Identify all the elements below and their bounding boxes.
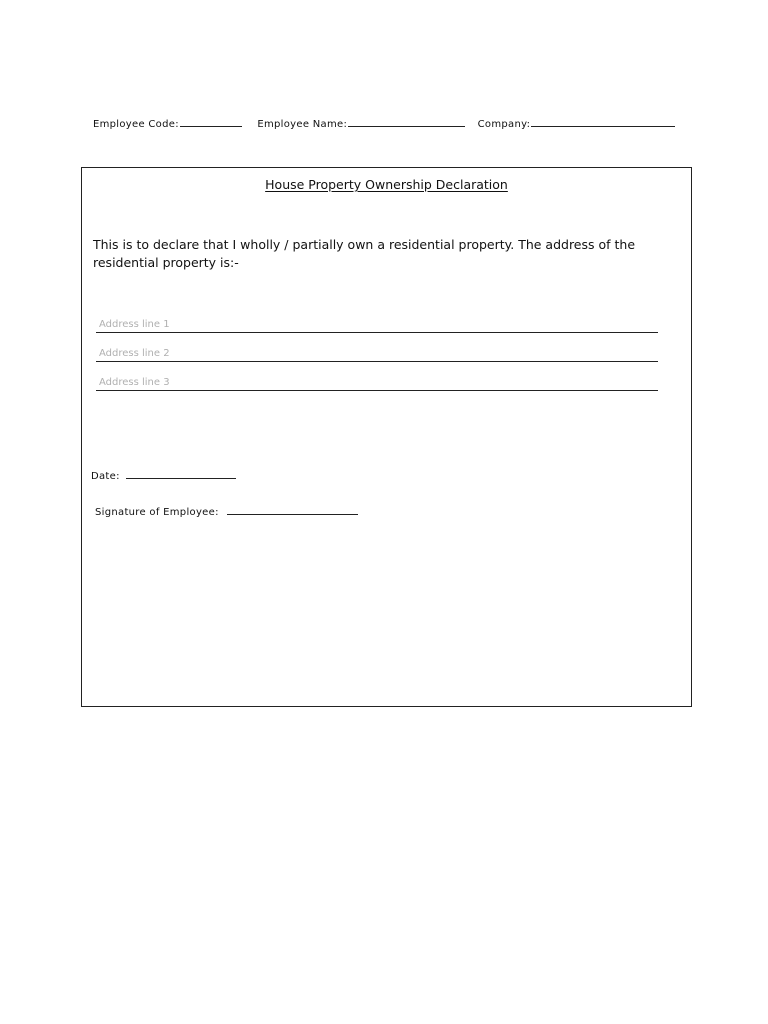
address-line-2-input[interactable]	[96, 347, 658, 362]
company-label: Company:	[477, 119, 531, 130]
declaration-text: This is to declare that I wholly / partially own a residential property. The address of the residential property is:-	[93, 237, 636, 270]
signature-blank[interactable]	[227, 505, 358, 515]
signature-field	[95, 505, 358, 518]
date-blank[interactable]	[126, 469, 236, 479]
form-title-text: House Property Ownership Declaration	[265, 177, 508, 192]
company-field	[478, 117, 676, 130]
company-blank[interactable]	[531, 117, 675, 127]
employee-name-blank[interactable]	[348, 117, 465, 127]
form-title	[82, 177, 691, 192]
date-label: Date:	[91, 471, 120, 482]
signature-label: Signature of Employee:	[95, 507, 219, 518]
address-line-3-input[interactable]	[96, 376, 658, 391]
employee-info-header	[93, 117, 693, 130]
declaration-form	[81, 167, 692, 707]
employee-name-field	[257, 117, 465, 130]
employee-name-label: Employee Name:	[257, 119, 348, 130]
address-line-1-input[interactable]	[96, 318, 658, 333]
employee-code-field	[93, 117, 242, 130]
employee-code-blank[interactable]	[180, 117, 242, 127]
date-field	[91, 469, 236, 482]
employee-code-label: Employee Code:	[93, 119, 179, 130]
